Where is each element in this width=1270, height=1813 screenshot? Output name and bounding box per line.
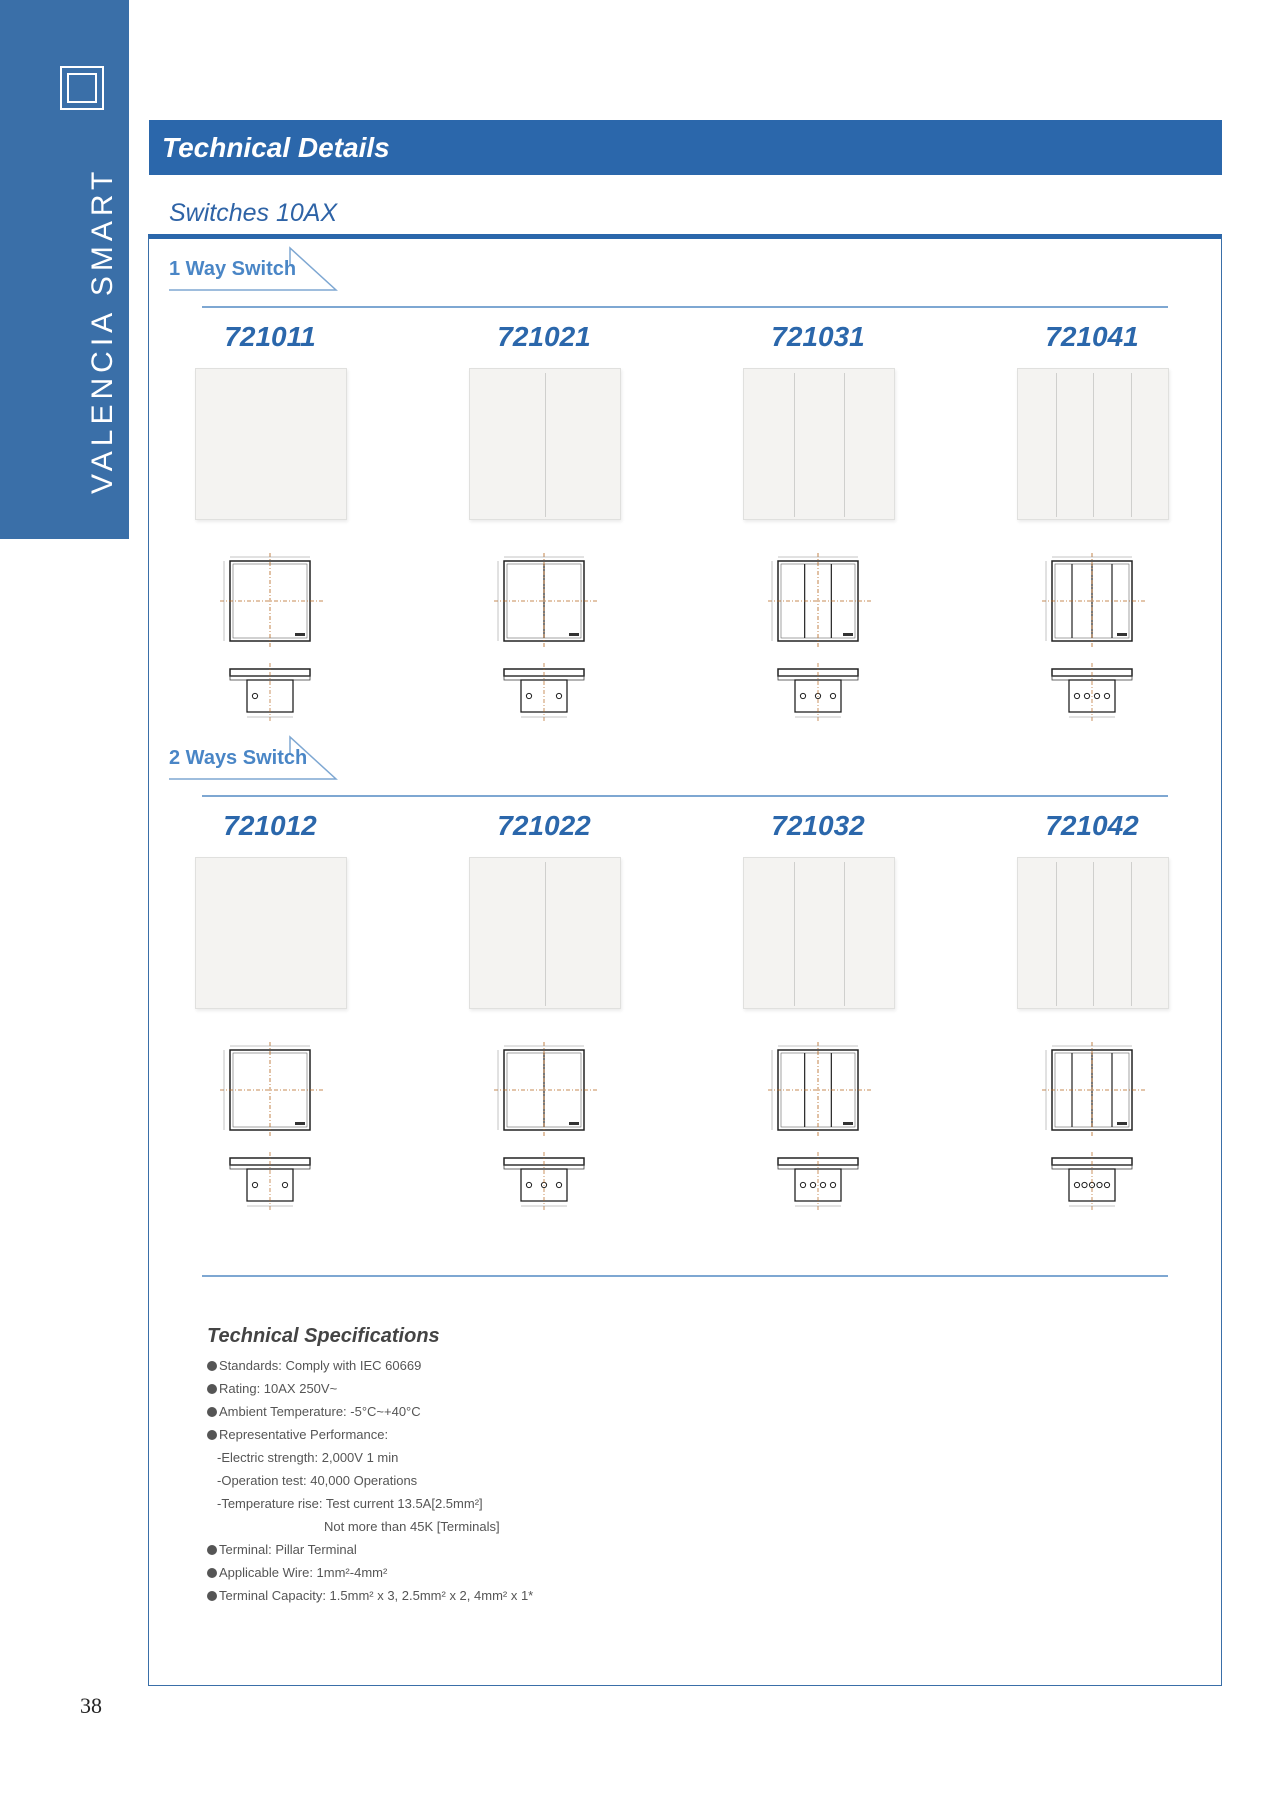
spec-item	[207, 1515, 967, 1538]
dimension-drawing	[763, 1040, 893, 1230]
dimension-drawing	[1037, 551, 1167, 741]
spec-text: -Temperature rise: Test current 13.5A[2.5mm²]	[217, 1496, 483, 1511]
product-code: 721012	[223, 810, 317, 841]
rocker-divider	[1131, 862, 1132, 1006]
technical-drawing	[215, 1040, 345, 1235]
dimension-drawing	[489, 551, 619, 741]
spec-list	[207, 1354, 967, 1607]
group-heading	[169, 246, 339, 292]
switch-photo	[195, 368, 347, 520]
bullet-icon	[207, 1545, 217, 1555]
group-divider	[202, 795, 1168, 797]
product-code: 721032	[771, 810, 865, 841]
technical-drawing	[215, 551, 345, 746]
rocker-divider	[1093, 862, 1094, 1006]
spec-item	[207, 1400, 967, 1423]
bullet-icon	[207, 1361, 217, 1371]
switch-photo	[469, 368, 621, 520]
rocker-divider	[794, 862, 795, 1006]
header-bar	[149, 120, 1222, 175]
bullet-icon	[207, 1591, 217, 1601]
side-band	[0, 0, 129, 539]
spec-item	[207, 1423, 967, 1446]
series-title: VALENCIA SMART	[86, 166, 119, 494]
square-frame-icon	[60, 66, 104, 110]
bullet-icon	[207, 1384, 217, 1394]
spec-item	[207, 1469, 967, 1492]
rocker-divider	[844, 862, 845, 1006]
rocker-divider	[844, 373, 845, 517]
rocker-divider	[545, 862, 546, 1006]
dimension-drawing	[1037, 1040, 1167, 1230]
technical-drawing	[763, 1040, 893, 1235]
product-code: 721031	[771, 321, 865, 352]
spec-item	[207, 1446, 967, 1469]
group-heading	[169, 735, 339, 781]
section-title: Switches 10AX	[169, 199, 338, 227]
group-divider	[202, 306, 1168, 308]
switch-photo	[743, 857, 895, 1009]
spec-item	[207, 1354, 967, 1377]
bottom-divider	[202, 1275, 1168, 1277]
spec-text: Standards: Comply with IEC 60669	[219, 1358, 422, 1373]
technical-drawing	[1037, 551, 1167, 746]
switch-photo	[1017, 857, 1169, 1009]
spec-text: Applicable Wire: 1mm²-4mm²	[219, 1565, 388, 1580]
product-code: 721042	[1045, 810, 1139, 841]
product-code: 721011	[224, 321, 316, 352]
spec-item	[207, 1492, 967, 1515]
page-title: Technical Details	[162, 132, 390, 163]
spec-item	[207, 1377, 967, 1400]
technical-drawing	[489, 1040, 619, 1235]
dimension-drawing	[489, 1040, 619, 1230]
rocker-divider	[545, 373, 546, 517]
technical-drawing	[1037, 1040, 1167, 1235]
rocker-divider	[1056, 373, 1057, 517]
spec-text: Terminal: Pillar Terminal	[219, 1542, 357, 1557]
dimension-drawing	[763, 551, 893, 741]
square-frame-inner	[67, 73, 97, 103]
bullet-icon	[207, 1407, 217, 1417]
spec-text: Rating: 10AX 250V~	[219, 1381, 338, 1396]
switch-photo	[469, 857, 621, 1009]
rocker-divider	[1093, 373, 1094, 517]
switch-photo	[195, 857, 347, 1009]
spec-text: Ambient Temperature: -5°C~+40°C	[219, 1404, 421, 1419]
spec-text: -Operation test: 40,000 Operations	[217, 1473, 418, 1488]
page-number: 38	[80, 1693, 102, 1718]
product-code: 721022	[497, 810, 591, 841]
spec-text: Terminal Capacity: 1.5mm² x 3, 2.5mm² x 2, 4mm² x 1*	[219, 1588, 534, 1603]
rocker-divider	[1131, 373, 1132, 517]
rocker-divider	[1056, 862, 1057, 1006]
spec-text: Representative Performance:	[219, 1427, 389, 1442]
group-label: 1 Way Switch	[169, 258, 297, 280]
rocker-divider	[794, 373, 795, 517]
switch-photo	[743, 368, 895, 520]
spec-item	[207, 1584, 967, 1607]
bullet-icon	[207, 1430, 217, 1440]
spec-item	[207, 1561, 967, 1584]
group-label: 2 Ways Switch	[169, 747, 308, 769]
technical-drawing	[489, 551, 619, 746]
spec-item	[207, 1538, 967, 1561]
product-code: 721021	[497, 321, 591, 352]
spec-text: -Electric strength: 2,000V 1 min	[217, 1450, 399, 1465]
switch-photo	[1017, 368, 1169, 520]
dimension-drawing	[215, 1040, 345, 1230]
specs-title: Technical Specifications	[207, 1325, 440, 1347]
product-code: 721041	[1045, 321, 1139, 352]
technical-drawing	[763, 551, 893, 746]
technical-specifications	[207, 1325, 967, 1607]
bullet-icon	[207, 1568, 217, 1578]
spec-text: Not more than 45K [Terminals]	[324, 1519, 500, 1534]
dimension-drawing	[215, 551, 345, 741]
